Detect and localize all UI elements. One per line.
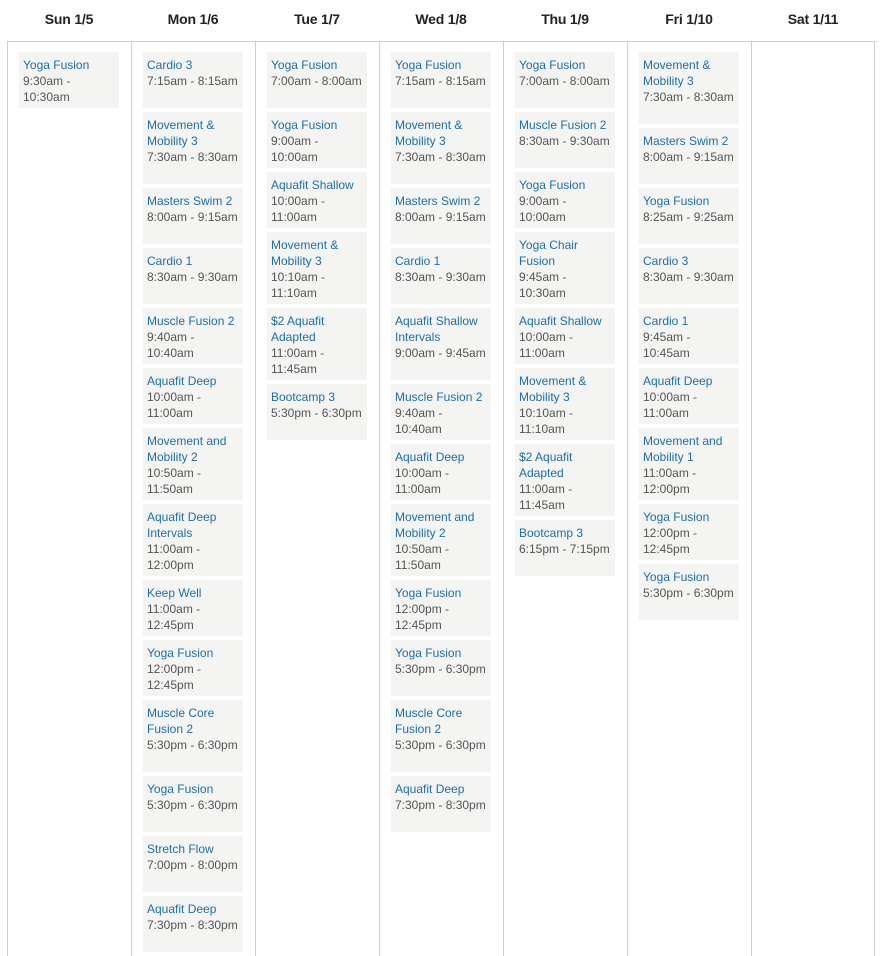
day-header-mon-1-6: Mon 1/6 [167, 11, 219, 27]
event-name-link[interactable]: Bootcamp 3 [271, 390, 336, 404]
event-name-link[interactable]: Yoga Fusion [147, 782, 214, 796]
event-time: 11:00am - 12:45pm [147, 602, 201, 632]
event-time: 10:00am - 11:00am [271, 194, 326, 224]
event-name-link[interactable]: Movement & Mobility 3 [395, 118, 463, 148]
event-name-link[interactable]: Muscle Fusion 2 [519, 118, 607, 132]
event-time: 10:00am - 11:00am [643, 390, 698, 420]
event-time: 7:15am - 8:15am [395, 74, 486, 88]
event-card[interactable] [143, 188, 243, 244]
event-card[interactable] [19, 52, 119, 108]
event-time: 10:10am - 11:10am [519, 406, 574, 436]
event-card[interactable] [143, 580, 243, 636]
day-column-wed-1-8 [379, 42, 503, 956]
event-name-link[interactable]: Yoga Chair Fusion [519, 238, 578, 268]
event-time: 7:30am - 8:30am [147, 150, 238, 164]
event-time: 11:00am - 12:00pm [147, 542, 201, 572]
event-time: 7:30am - 8:30am [395, 150, 486, 164]
event-time: 5:30pm - 6:30pm [147, 798, 238, 812]
calendar-body [7, 42, 877, 956]
event-card[interactable] [639, 564, 739, 620]
event-time: 9:40am - 10:40am [395, 406, 443, 436]
event-time: 5:30pm - 6:30pm [395, 662, 486, 676]
day-header-tue-1-7: Tue 1/7 [294, 11, 340, 27]
event-card[interactable] [267, 308, 367, 380]
event-card[interactable] [391, 112, 491, 184]
event-name-link[interactable]: Aquafit Shallow [271, 178, 354, 192]
event-card[interactable] [267, 52, 367, 108]
event-card[interactable] [391, 52, 491, 108]
event-name-link[interactable]: Aquafit Deep [395, 782, 465, 796]
event-name-link[interactable]: Yoga Fusion [395, 586, 462, 600]
event-time: 9:40am - 10:40am [147, 330, 195, 360]
event-time: 7:00pm - 8:00pm [147, 858, 238, 872]
event-time: 5:30pm - 6:30pm [271, 406, 362, 420]
event-time: 9:45am - 10:30am [519, 270, 567, 300]
event-card[interactable] [515, 172, 615, 228]
event-name-link[interactable]: Masters Swim 2 [147, 194, 233, 208]
event-time: 10:00am - 11:00am [147, 390, 202, 420]
day-column-mon-1-6 [131, 42, 255, 956]
event-card[interactable] [143, 308, 243, 364]
event-time: 9:00am - 10:00am [271, 134, 319, 164]
event-name-link[interactable]: Yoga Fusion [643, 510, 710, 524]
event-card[interactable] [391, 504, 491, 576]
event-card[interactable] [515, 308, 615, 364]
event-name-link[interactable]: Yoga Fusion [271, 58, 338, 72]
event-name-link[interactable]: Cardio 3 [147, 58, 193, 72]
event-name-link[interactable]: Aquafit Shallow [519, 314, 602, 328]
event-name-link[interactable]: Yoga Fusion [271, 118, 338, 132]
event-card[interactable] [515, 444, 615, 516]
event-card[interactable] [515, 232, 615, 304]
event-name-link[interactable]: Cardio 1 [643, 314, 689, 328]
day-header-sat-1-11: Sat 1/11 [787, 11, 839, 27]
event-name-link[interactable]: Movement & Mobility 3 [147, 118, 215, 148]
event-card[interactable] [639, 248, 739, 304]
event-time: 12:00pm - 12:45pm [643, 526, 698, 556]
event-name-link[interactable]: Cardio 1 [395, 254, 441, 268]
event-name-link[interactable]: Yoga Fusion [643, 570, 710, 584]
event-card[interactable] [143, 640, 243, 696]
event-name-link[interactable]: Muscle Fusion 2 [395, 390, 483, 404]
event-time: 9:00am - 10:00am [519, 194, 567, 224]
event-time: 8:30am - 9:30am [643, 270, 734, 284]
event-card[interactable] [391, 640, 491, 696]
event-name-link[interactable]: Movement and Mobility 1 [643, 434, 723, 464]
event-card[interactable] [639, 188, 739, 244]
event-name-link[interactable]: Aquafit Deep Intervals [147, 510, 217, 540]
event-time: 6:15pm - 7:15pm [519, 542, 610, 556]
event-name-link[interactable]: Masters Swim 2 [395, 194, 481, 208]
event-name-link[interactable]: Yoga Fusion [23, 58, 90, 72]
event-name-link[interactable]: Masters Swim 2 [643, 134, 729, 148]
event-time: 8:00am - 9:15am [395, 210, 486, 224]
event-name-link[interactable]: $2 Aquafit Adapted [271, 314, 325, 344]
event-card[interactable] [391, 776, 491, 832]
event-card[interactable] [639, 428, 739, 500]
event-name-link[interactable]: Movement & Mobility 3 [271, 238, 339, 268]
event-card[interactable] [267, 232, 367, 304]
event-time: 8:30am - 9:30am [395, 270, 486, 284]
event-time: 8:30am - 9:30am [147, 270, 238, 284]
event-time: 8:00am - 9:15am [147, 210, 238, 224]
event-name-link[interactable]: Aquafit Shallow Intervals [395, 314, 478, 344]
event-card[interactable] [143, 504, 243, 576]
event-card[interactable] [391, 248, 491, 304]
event-name-link[interactable]: Movement & Mobility 3 [643, 58, 711, 88]
event-time: 12:00pm - 12:45pm [147, 662, 202, 692]
event-name-link[interactable]: Yoga Fusion [519, 58, 586, 72]
event-card[interactable] [391, 444, 491, 500]
event-card[interactable] [391, 308, 491, 380]
event-time: 9:30am - 10:30am [23, 74, 71, 104]
event-name-link[interactable]: Movement and Mobility 2 [147, 434, 227, 464]
calendar-header [7, 0, 877, 42]
event-time: 9:00am - 9:45am [395, 346, 486, 360]
event-name-link[interactable]: Bootcamp 3 [519, 526, 584, 540]
event-name-link[interactable]: Keep Well [147, 586, 202, 600]
event-card[interactable] [391, 188, 491, 244]
event-time: 10:50am - 11:50am [395, 542, 450, 572]
event-name-link[interactable]: Yoga Fusion [519, 178, 586, 192]
event-name-link[interactable]: Muscle Core Fusion 2 [395, 706, 463, 736]
event-time: 10:00am - 11:00am [395, 466, 450, 496]
event-card[interactable] [267, 112, 367, 168]
event-time: 7:30am - 8:30am [643, 90, 734, 104]
event-time: 10:00am - 11:00am [519, 330, 574, 360]
event-name-link[interactable]: Aquafit Deep [643, 374, 713, 388]
event-time: 9:45am - 10:45am [643, 330, 691, 360]
event-card[interactable] [143, 428, 243, 500]
event-time: 7:00am - 8:00am [271, 74, 362, 88]
event-time: 10:50am - 11:50am [147, 466, 202, 496]
event-time: 8:00am - 9:15am [643, 150, 734, 164]
event-card[interactable] [515, 52, 615, 108]
day-column-fri-1-10 [627, 42, 751, 956]
event-name-link[interactable]: Cardio 1 [147, 254, 193, 268]
event-name-link[interactable]: Yoga Fusion [147, 646, 214, 660]
day-column-tue-1-7 [255, 42, 379, 956]
day-column-sun-1-5 [7, 42, 131, 956]
event-card[interactable] [391, 700, 491, 772]
event-time: 7:00am - 8:00am [519, 74, 610, 88]
event-time: 8:25am - 9:25am [643, 210, 734, 224]
event-name-link[interactable]: Aquafit Deep [147, 902, 217, 916]
day-column-sat-1-11 [751, 42, 875, 956]
event-name-link[interactable]: Yoga Fusion [643, 194, 710, 208]
event-time: 5:30pm - 6:30pm [395, 738, 486, 752]
event-card[interactable] [143, 112, 243, 184]
event-name-link[interactable]: Movement & Mobility 3 [519, 374, 587, 404]
event-card[interactable] [515, 112, 615, 168]
event-card[interactable] [267, 384, 367, 440]
event-name-link[interactable]: Cardio 3 [643, 254, 689, 268]
event-name-link[interactable]: Aquafit Deep [147, 374, 217, 388]
event-card[interactable] [639, 52, 739, 124]
event-name-link[interactable]: Yoga Fusion [395, 58, 462, 72]
event-card[interactable] [391, 580, 491, 636]
event-card[interactable] [515, 368, 615, 440]
event-card[interactable] [639, 308, 739, 364]
event-time: 12:00pm - 12:45pm [395, 602, 450, 632]
event-time: 10:10am - 11:10am [271, 270, 326, 300]
event-name-link[interactable]: Aquafit Deep [395, 450, 465, 464]
event-card[interactable] [391, 384, 491, 440]
event-card[interactable] [143, 700, 243, 772]
weekly-calendar [7, 0, 877, 956]
event-name-link[interactable]: Yoga Fusion [395, 646, 462, 660]
event-time: 7:15am - 8:15am [147, 74, 238, 88]
event-card[interactable] [143, 248, 243, 304]
event-card[interactable] [143, 836, 243, 892]
event-card[interactable] [639, 504, 739, 560]
event-card[interactable] [143, 52, 243, 108]
event-card[interactable] [143, 896, 243, 952]
event-card[interactable] [143, 368, 243, 424]
day-header-thu-1-9: Thu 1/9 [541, 11, 589, 27]
event-time: 8:30am - 9:30am [519, 134, 610, 148]
event-time: 11:00am - 11:45am [271, 346, 325, 376]
day-header-wed-1-8: Wed 1/8 [415, 11, 467, 27]
event-card[interactable] [143, 776, 243, 832]
event-time: 5:30pm - 6:30pm [643, 586, 734, 600]
event-name-link[interactable]: Muscle Core Fusion 2 [147, 706, 215, 736]
event-time: 7:30pm - 8:30pm [147, 918, 238, 932]
event-time: 11:00am - 11:45am [519, 482, 573, 512]
event-card[interactable] [639, 128, 739, 184]
event-name-link[interactable]: Stretch Flow [147, 842, 214, 856]
day-header-fri-1-10: Fri 1/10 [665, 11, 713, 27]
day-column-thu-1-9 [503, 42, 627, 956]
event-name-link[interactable]: Muscle Fusion 2 [147, 314, 235, 328]
day-header-sun-1-5: Sun 1/5 [44, 11, 94, 27]
event-time: 11:00am - 12:00pm [643, 466, 697, 496]
event-card[interactable] [639, 368, 739, 424]
event-name-link[interactable]: $2 Aquafit Adapted [519, 450, 573, 480]
event-time: 7:30pm - 8:30pm [395, 798, 486, 812]
event-card[interactable] [515, 520, 615, 576]
event-name-link[interactable]: Movement and Mobility 2 [395, 510, 475, 540]
event-card[interactable] [267, 172, 367, 228]
event-time: 5:30pm - 6:30pm [147, 738, 238, 752]
